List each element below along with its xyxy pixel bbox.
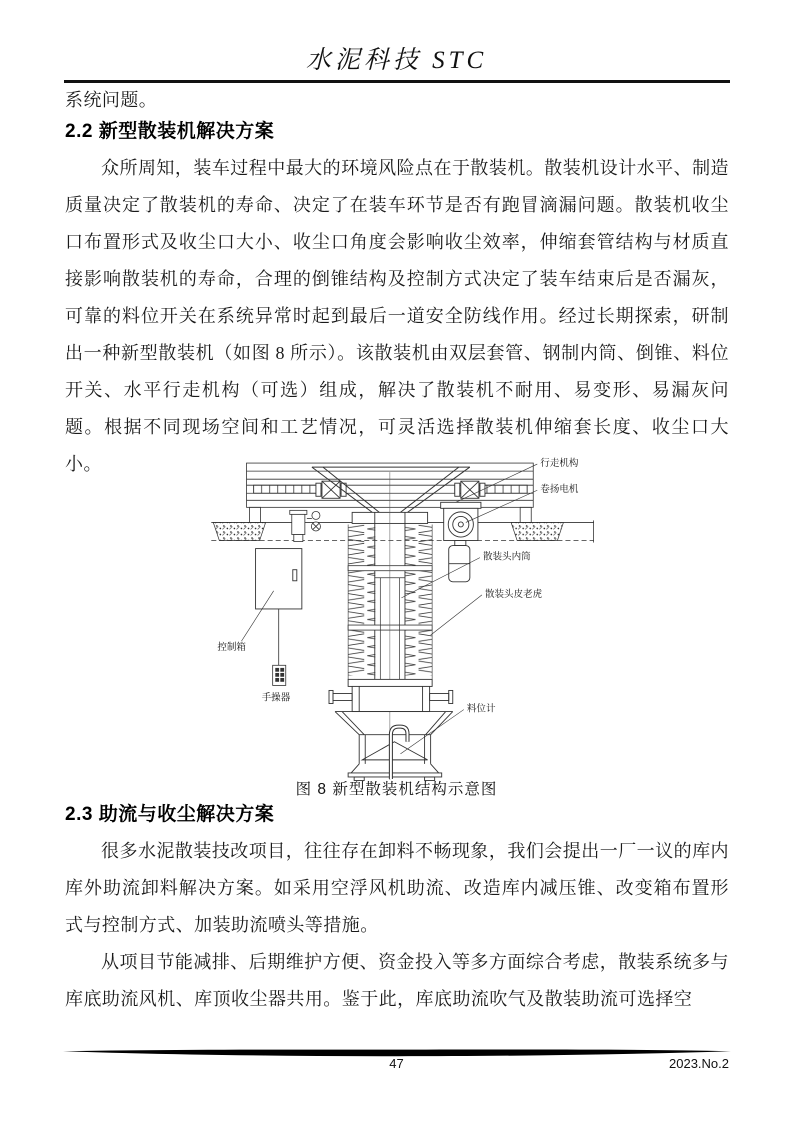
label-winch-motor: 卷扬电机 bbox=[540, 484, 579, 496]
figure-8-diagram bbox=[200, 452, 620, 782]
paragraph-section-2-2: 众所周知，装车过程中最大的环境风险点在于散装机。散装机设计水平、制造质量决定了散装机的寿命、决定了在装车环节是否有跑冒滴漏问题。散装机收尘口布置形式及收尘口大小、收尘口角度会影响收尘效率，伸缩套管结构与材质直接影响散装机的寿命，合理的倒锥结构及控制方式决定了装车结束后是否漏灰，可靠的料位开关在系统异常时起到最后一道安全防线作用。经过长期探索，研制出一种新型散装机（如图 8 所示）。该散装机由双层套管、钢制内筒、倒锥、料位开关、水平行走机构（可选）组成，解决了散装机不耐用、易变形、易漏灰问题。根据不同现场空间和工艺情况，可灵活选择散装机伸缩套长度、收尘口大小。 bbox=[65, 158, 729, 474]
label-level-gauge: 料位计 bbox=[466, 703, 496, 715]
hand-operator-device bbox=[273, 665, 286, 685]
page-number: 47 bbox=[389, 1056, 404, 1071]
control-box bbox=[256, 549, 302, 666]
pneumatic-unit bbox=[290, 510, 321, 541]
section-heading-2-3: 2.3 助流与收尘解决方案 bbox=[65, 804, 275, 825]
paragraph-section-2-3-first: 很多水泥散装技改项目，往往存在卸料不畅现象，我们会提出一厂一议的库内库外助流卸料解决方案。如采用空浮风机助流、改造库内减压锥、改变箱布置形式与控制方式、加装助流喷头等措施。 bbox=[65, 841, 729, 935]
paragraph-section-2-3-second: 从项目节能减排、后期维护方便、资金投入等多方面综合考虑，散装系统多与库底助流风机、库顶收尘器共用。鉴于此，库底助流吹气及散装助流可选择空 bbox=[65, 952, 729, 1009]
footer-rule bbox=[63, 1045, 731, 1055]
journal-header-title: 水泥科技 STC bbox=[305, 47, 488, 74]
section-heading-2-2: 2.2 新型散装机解决方案 bbox=[65, 121, 275, 142]
label-control-box: 控制箱 bbox=[217, 642, 246, 654]
figure-caption: 图 8 新型散装机结构示意图 bbox=[295, 781, 498, 798]
header-rule bbox=[64, 80, 730, 83]
label-hand-operator: 手操器 bbox=[261, 692, 291, 704]
issue-number: 2023.No.2 bbox=[669, 1056, 729, 1071]
label-walking-mechanism: 行走机构 bbox=[540, 458, 579, 470]
carryover-text: 系统问题。 bbox=[65, 90, 158, 110]
winch-motor-assembly bbox=[441, 502, 481, 581]
label-inner-tube: 散装头内筒 bbox=[482, 551, 531, 563]
label-bellows: 散装头皮老虎 bbox=[484, 588, 543, 600]
bulk-loader-drawing bbox=[200, 452, 620, 782]
